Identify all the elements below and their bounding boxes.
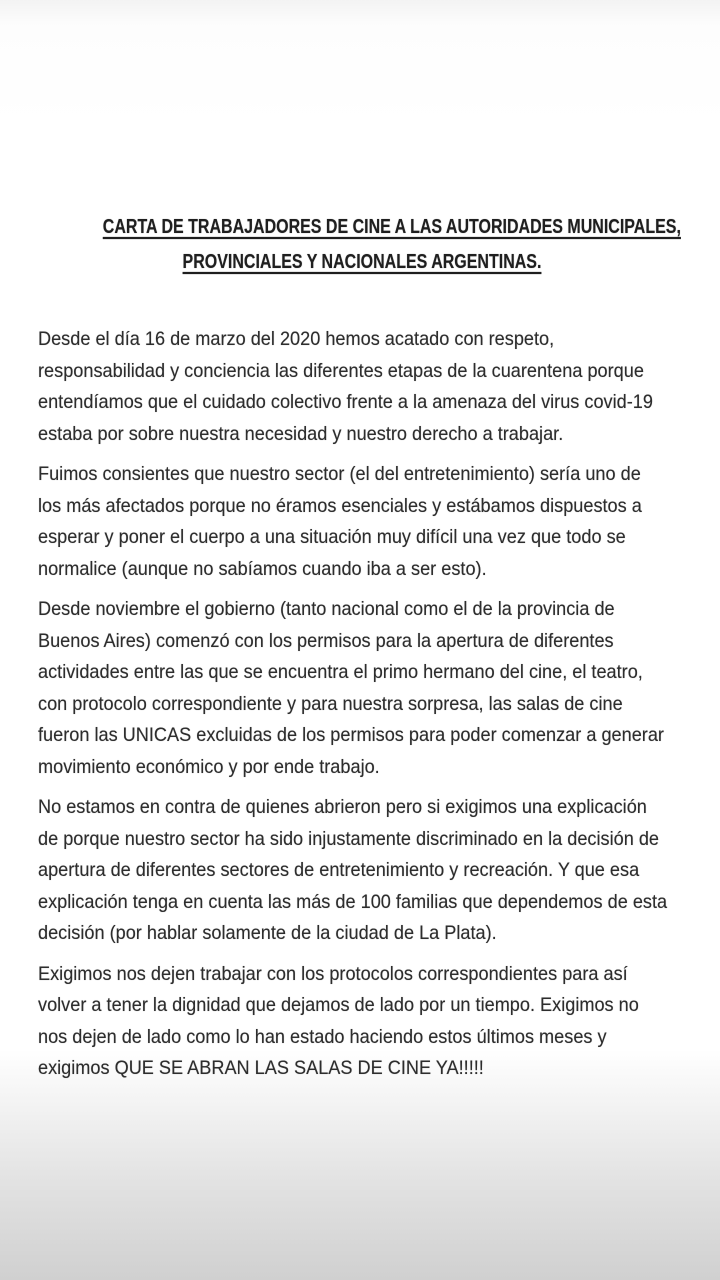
letter-line: esperar y poner el cuerpo a una situación muy difícil una vez que todo se [38, 526, 626, 548]
letter-line: de porque nuestro sector ha sido injustamente discriminado en la decisión de [38, 827, 659, 850]
letter-line: Exigimos nos dejen trabajar con los protocolos correspondientes para así [38, 962, 628, 985]
letter-line: normalice (aunque no sabíamos cuando iba a ser esto). [38, 557, 487, 580]
letter-line: estaba por sobre nuestra necesidad y nuestro derecho a trabajar. [38, 422, 564, 445]
letter-title-line-1: CARTA DE TRABAJADORES DE CINE A LAS AUTORIDADES MUNICIPALES, [102, 216, 681, 238]
letter-line: decisión (por hablar solamente de la ciudad de La Plata). [38, 922, 497, 944]
letter-paragraph-2 [38, 459, 686, 585]
letter-line: los más afectados porque no éramos esenciales y estábamos dispuestos a [38, 494, 642, 517]
letter-paragraph-3 [38, 594, 686, 783]
letter-line: entendíamos que el cuidado colectivo frente a la amenaza del virus covid-19 [38, 391, 653, 413]
letter-line: con protocolo correspondiente y para nuestra sorpresa, las salas de cine [38, 692, 623, 715]
letter-line: Desde el día 16 de marzo del 2020 hemos acatado con respeto, [38, 328, 555, 350]
letter-title-line-2: PROVINCIALES Y NACIONALES ARGENTINAS. [182, 251, 542, 273]
letter-line: apertura de diferentes sectores de entretenimiento y recreación. Y que esa [38, 859, 640, 881]
letter-paragraph-4 [38, 792, 686, 950]
letter-line: No estamos en contra de quienes abrieron pero si exigimos una explicación [38, 796, 647, 818]
letter-line: Fuimos consientes que nuestro sector (el del entretenimiento) sería uno de [38, 463, 641, 485]
letter-line: movimiento económico y por ende trabajo. [38, 755, 380, 778]
letter-paragraph-1 [38, 324, 686, 450]
letter-line: responsabilidad y conciencia las diferentes etapas de la cuarentena porque [38, 359, 644, 382]
letter-line: Buenos Aires) comenzó con los permisos para la apertura de diferentes [38, 629, 614, 652]
letter-line: volver a tener la dignidad que dejamos de lado por un tiempo. Exigimos no [38, 994, 639, 1016]
letter-line: explicación tenga en cuenta las más de 100 familias que dependemos de esta [38, 890, 668, 913]
letter-line: fueron las UNICAS excluidas de los permisos para poder comenzar a generar [38, 724, 664, 746]
letter-line: Desde noviembre el gobierno (tanto nacional como el de la provincia de [38, 598, 615, 620]
letter-title [38, 210, 686, 280]
letter-line: exigimos QUE SE ABRAN LAS SALAS DE CINE YA!!!!! [38, 1057, 484, 1079]
letter-line: nos dejen de lado como lo han estado haciendo estos últimos meses y [38, 1025, 607, 1048]
letter-paragraph-5 [38, 959, 686, 1085]
letter-line: actividades entre las que se encuentra el primo hermano del cine, el teatro, [38, 661, 643, 683]
